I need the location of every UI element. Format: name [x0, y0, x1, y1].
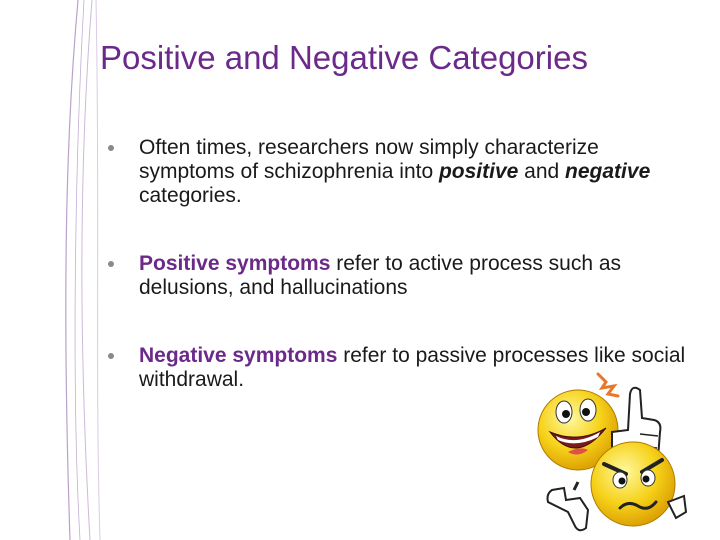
bullet-1-positive: positive	[438, 160, 519, 183]
slide-title: Positive and Negative Categories	[100, 39, 588, 76]
bullet-text-2	[139, 252, 699, 300]
bullet-3-rest: refer to passive processes like social withdrawal.	[139, 344, 686, 391]
smileys-illustration	[528, 362, 708, 538]
bullet-1-negative: negative	[565, 160, 651, 183]
bullet-text-1	[139, 136, 699, 208]
bullet-1-part-3: categories.	[139, 184, 242, 207]
bullet-dot-icon	[108, 261, 114, 267]
bullet-1-part-1: Often times, researchers now simply characterize symptoms of schizophrenia into	[139, 136, 599, 183]
negative-symptoms-term: Negative symptoms	[139, 344, 338, 367]
positive-symptoms-term: Positive symptoms	[139, 252, 331, 275]
bullet-dot-icon	[108, 353, 114, 359]
bullet-dot-icon	[108, 145, 114, 151]
decorative-curves	[0, 0, 120, 540]
bullet-1-part-2: and	[518, 160, 566, 183]
bullet-2-rest: refer to active process such as delusions, and hallucinations	[139, 252, 622, 299]
